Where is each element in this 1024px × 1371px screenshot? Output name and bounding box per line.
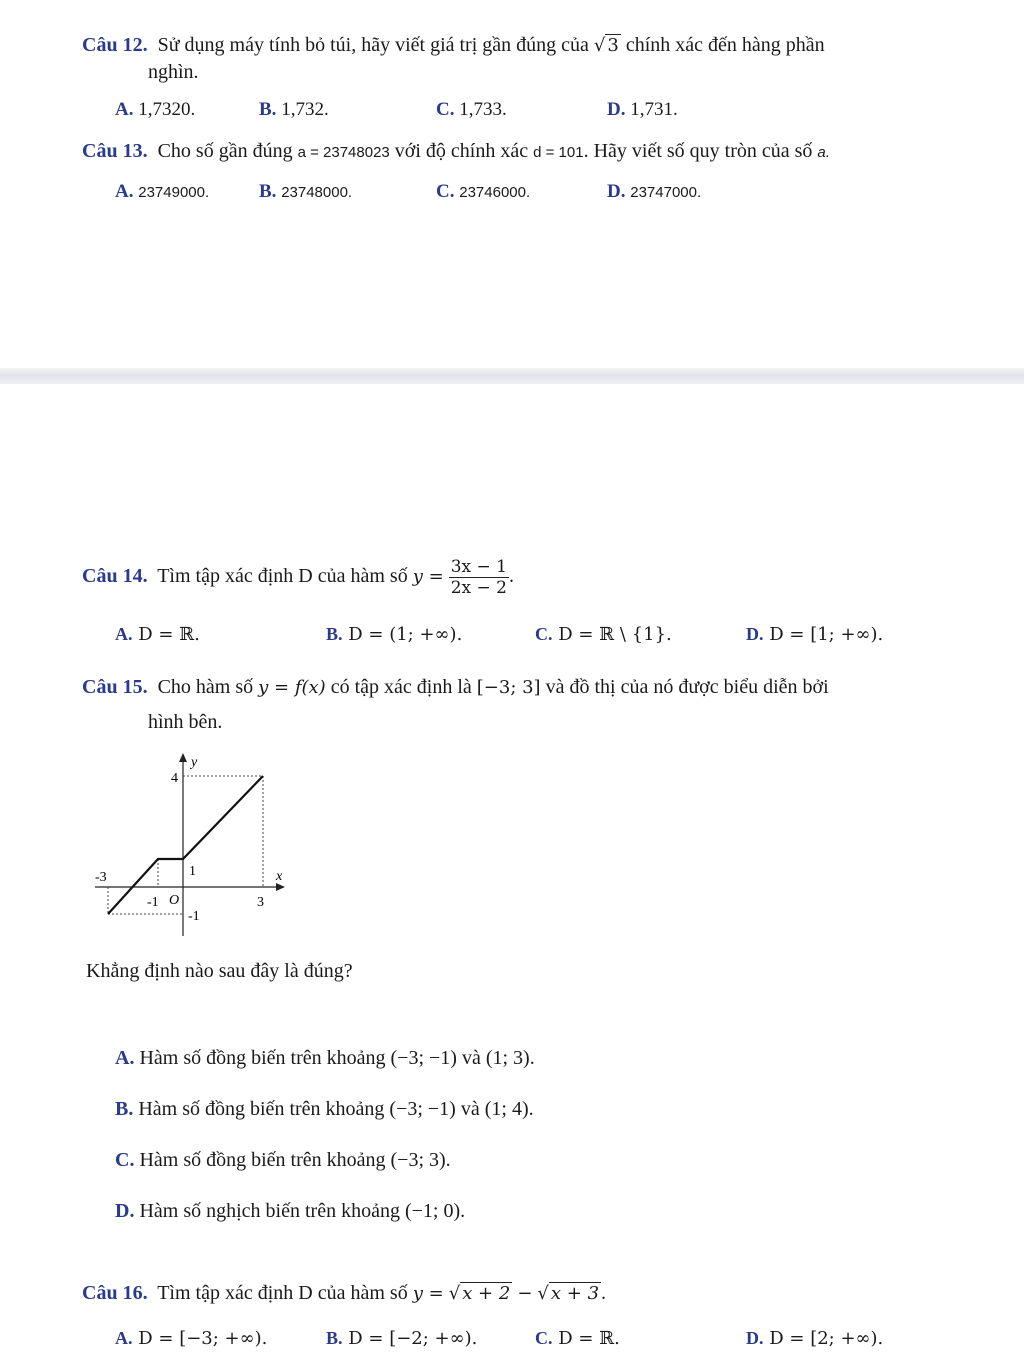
q16-line1 (82, 1282, 606, 1305)
label-neg1-y: -1 (188, 909, 200, 924)
q16-minus: − (517, 1283, 533, 1304)
q14-period: . (508, 565, 514, 588)
q14-option-a: A. D = ℝ. (115, 624, 200, 645)
label-origin: O (169, 893, 180, 908)
q16-option-c: C. D = ℝ. (535, 1328, 620, 1349)
q14-number: Câu 14. (82, 565, 148, 588)
q12-text-a: Sử dụng máy tính bỏ túi, hãy viết giá trị gần đúng của (157, 34, 589, 56)
q12-option-c: C. 1,733. (436, 99, 507, 120)
page-divider (0, 368, 1024, 384)
q15-text-d: hình bên. (148, 711, 223, 733)
y-axis-arrow (179, 753, 187, 762)
q13-line1 (82, 140, 830, 163)
label-y: y (191, 755, 198, 770)
q13-d-expr: d = 101 (533, 144, 584, 161)
q16-text-a: Tìm tập xác định D của hàm số (157, 1282, 408, 1304)
q15-text-b: có tập xác định là (330, 676, 472, 698)
q12-line1 (82, 34, 825, 57)
q13-a-var: a. (817, 144, 830, 161)
label-4: 4 (171, 771, 178, 786)
q14-line1 (82, 557, 514, 598)
q12-sqrt: √ 3 (593, 35, 619, 56)
q15-option-c: C. Hàm số đồng biến trên khoảng (−3; 3). (115, 1149, 451, 1171)
q14-fraction (449, 557, 509, 598)
q16-option-d: D. D = [2; +∞). (746, 1328, 884, 1349)
q13-text-c: . Hãy viết số quy tròn của số (583, 140, 813, 162)
q16-option-b: B. D = [−2; +∞). (326, 1328, 478, 1349)
q12-option-d: D. 1,731. (607, 99, 678, 120)
q15-text-c: và đồ thị của nó được biểu diễn bởi (545, 676, 829, 698)
label-x: x (276, 869, 283, 884)
q13-text-a: Cho số gần đúng (157, 140, 293, 162)
label-3: 3 (257, 895, 264, 910)
q12-text-b: chính xác đến hàng phần (625, 34, 825, 56)
q14-option-d: D. D = [1; +∞). (746, 624, 884, 645)
q15-option-a: A. Hàm số đồng biến trên khoảng (−3; −1) và (1; 3). (115, 1047, 535, 1069)
q15-graph (85, 750, 295, 940)
q13-a-expr: a = 23748023 (297, 144, 390, 161)
q16-root1: √ x + 2 (448, 1283, 511, 1304)
q14-numerator: 3x − 1 (450, 557, 507, 577)
q13-option-d: D. 23747000. (607, 181, 702, 202)
q14-option-b: B. D = (1; +∞). (326, 624, 463, 645)
q14-option-c: C. D = ℝ \ {1}. (535, 624, 672, 645)
q13-text-b: với độ chính xác (394, 140, 529, 162)
label-1: 1 (189, 864, 196, 879)
q15-option-d: D. Hàm số nghịch biến trên khoảng (−1; 0). (115, 1200, 466, 1222)
label-neg1-x: -1 (147, 895, 159, 910)
q12-text-c: nghìn. (148, 61, 199, 83)
q12-number: Câu 12. (82, 34, 148, 56)
function-curve (108, 776, 263, 914)
x-axis-arrow (276, 883, 285, 891)
q15-func: y = f(x) (258, 677, 326, 698)
q16-option-a: A. D = [−3; +∞). (115, 1328, 268, 1349)
q13-option-c: C. 23746000. (436, 181, 531, 202)
q14-text-a: Tìm tập xác định D của hàm số (157, 565, 408, 588)
q12-sqrt-radicand: 3 (607, 35, 619, 56)
q14-denominator: 2x − 2 (450, 578, 507, 598)
q16-number: Câu 16. (82, 1282, 148, 1304)
q13-option-a: A. 23749000. (115, 181, 210, 202)
q15-number: Câu 15. (82, 676, 148, 698)
q12-option-a: A. 1,7320. (115, 99, 196, 120)
q13-option-b: B. 23748000. (259, 181, 353, 202)
q12-option-b: B. 1,732. (259, 99, 329, 120)
q16-y-eq: y = (412, 1283, 444, 1304)
q13-number: Câu 13. (82, 140, 148, 162)
q15-text-a: Cho hàm số (157, 676, 254, 698)
label-neg3: -3 (95, 870, 107, 885)
q15-question: Khẳng định nào sau đây là đúng? (86, 960, 353, 982)
q14-y-eq: y = (412, 566, 444, 588)
q15-domain: [−3; 3] (476, 677, 541, 698)
q16-root2: √ x + 3 (537, 1283, 600, 1304)
q15-line1 (82, 676, 829, 699)
q15-option-b: B. Hàm số đồng biến trên khoảng (−3; −1) và (1; 4). (115, 1098, 534, 1120)
q16-period: . (601, 1282, 607, 1304)
